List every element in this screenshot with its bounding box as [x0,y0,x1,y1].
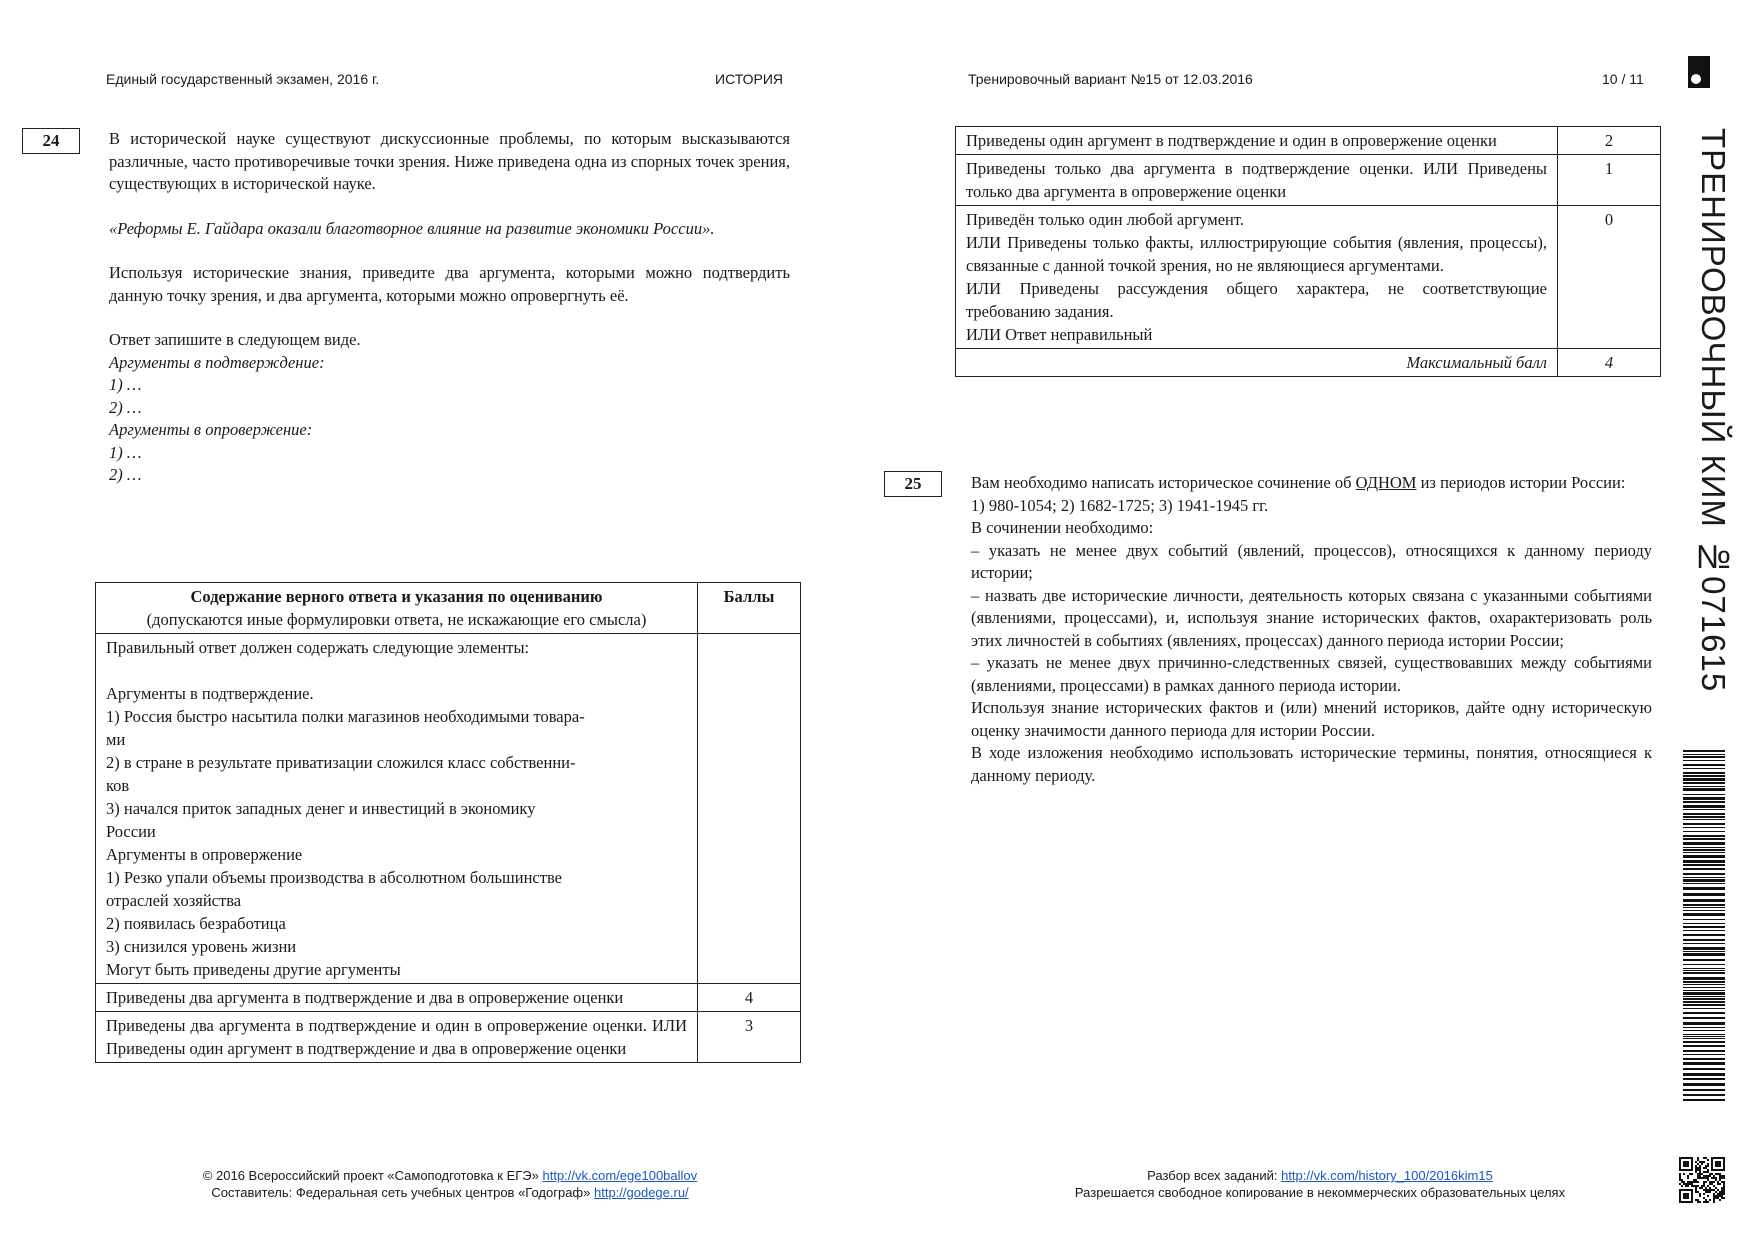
table-row [956,127,1661,155]
content-line: 1) Резко упали объемы производства в абсолютном большинстве [106,868,562,887]
task25-intro-part: Вам необходимо написать историческое сочинение об [971,473,1352,492]
content-line: ми [106,730,126,749]
content-line: Аргументы в подтверждение. [106,684,314,703]
table-row [96,634,801,984]
score-cell: 3 [698,1012,801,1063]
task25-need: В сочинении необходимо: [971,518,1154,537]
criteria-line: ИЛИ Ответ неправильный [966,325,1153,344]
criteria-line: ИЛИ Приведены только факты, иллюстрирующие события (явления, процессы), связанные с данной точкой зрения, но не являющиеся аргументами. [966,233,1547,275]
side-kim-label: ТРЕНИРОВОЧНЫЙ КИМ №071615 [1695,128,1732,693]
max-score-value: 4 [1558,349,1661,377]
content-line: Аргументы в опровержение [106,845,303,864]
task24-answer-form: Ответ запишите в следующем виде. [109,330,361,349]
task25-requirement: – указать не менее двух событий (явлений, процессов), относящихся к данному периоду истории; [971,540,1652,582]
content-line: 3) снизился уровень жизни [106,937,297,956]
table-row [956,206,1661,349]
task24-args-against-label: Аргументы в опровержение: [109,420,313,439]
footer-author-line [140,1184,760,1201]
task25-requirement: Используя знание исторических фактов и (или) мнений историков, дайте одну историческую оценку значимости данного периода для истории России. [971,698,1652,740]
task24-intro: В исторической науке существуют дискуссионные проблемы, по которым высказываются различные, часто противоречивые точки зрения. Ниже приведена одна из спорных точек зрения, существующих в исторической науке. [109,129,790,193]
criteria-line: ИЛИ Приведены рассуждения общего характера, не соответствующие требованию задания. [966,279,1547,321]
content-line: 1) Россия быстро насытила полки магазинов необходимыми товара- [106,707,585,726]
content-line: Правильный ответ должен содержать следующие элементы: [106,638,530,657]
table-header-content [96,583,698,634]
table-row [96,1012,801,1063]
criteria-line: Приведён только один любой аргумент. [966,210,1244,229]
content-line: Могут быть приведены другие аргументы [106,960,401,979]
table-header-row [96,583,801,634]
max-score-label: Максимальный балл [956,349,1558,377]
score-cell: 4 [698,984,801,1012]
barcode-icon [1683,750,1725,1102]
content-line: 3) начался приток западных денег и инвестиций в экономику [106,799,536,818]
task25-requirement: – назвать две исторические личности, деятельность которых связана с указанными событиями (явлениями, процессами), и, используя знание исторических фактов, охарактеризовать роль этих личностей в событиях (явлениях, процессах) данного периода истории России; [971,585,1652,650]
task25-requirement: – указать не менее двух причинно-следственных связей, существовавших между событиями (явлениями, процессами) в рамках данного периода истории. [971,653,1652,695]
footer-license: Разрешается свободное копирование в некоммерческих образовательных целях [1074,1185,1566,1200]
footer-author: Составитель: Федеральная сеть учебных центров «Годограф» [211,1185,591,1200]
score-cell: 2 [1558,127,1661,155]
content-line [106,659,687,682]
task24-args-against-item: 2) … [109,465,142,484]
task24-instruction: Используя исторические знания, приведите два аргумента, которыми можно подтвердить данную точку зрения, и два аргумента, которыми можно опровергнуть её. [109,263,790,305]
content-line: отраслей хозяйства [106,891,242,910]
table-header-title: Содержание верного ответа и указания по оцениванию [190,587,603,606]
table-row [956,349,1661,377]
empty-score-cell [698,634,801,984]
header-exam-title: Единый государственный экзамен, 2016 г. [106,71,380,87]
grading-table-continued [955,126,1661,377]
task-number-24: 24 [22,128,80,154]
qr-code-icon [1679,1157,1725,1203]
grading-table [95,582,801,1063]
criteria-cell [956,206,1558,349]
criteria-cell: Приведены два аргумента в подтверждение и один в опровержение оценки. ИЛИ Приведены один аргумент в подтверждение и два в опровержение оценки [96,1012,698,1063]
task24-args-for-item: 2) … [109,397,142,417]
score-cell: 1 [1558,155,1661,206]
score-cell: 0 [1558,206,1661,349]
footer-review-line [1000,1167,1640,1184]
footer-right [1000,1167,1640,1201]
table-header-note: (допускаются иные формулировки ответа, не искажающие его смысла) [146,610,647,629]
task-number-25: 25 [884,471,942,497]
task24-args-for-label: Аргументы в подтверждение: [109,352,325,372]
footer-author-link[interactable]: http://godege.ru/ [593,1185,689,1200]
corner-marker [1688,56,1710,88]
header-page-number: 10 / 11 [1602,71,1644,87]
content-line: 2) в стране в результате приватизации сложился класс собственни- [106,753,576,772]
footer-left [140,1167,760,1201]
footer-copyright-link[interactable]: http://vk.com/ege100ballov [542,1168,698,1183]
task25-intro-part: из периодов истории России: [1420,473,1626,492]
task24-quote: «Реформы Е. Гайдара оказали благотворное влияние на развитие экономики России». [109,218,715,238]
header-variant: Тренировочный вариант №15 от 12.03.2016 [968,71,1253,87]
task25-intro [971,472,1652,495]
footer-copyright: © 2016 Всероссийский проект «Самоподготовка к ЕГЭ» [202,1168,539,1183]
task25-requirement: В ходе изложения необходимо использовать исторические термины, понятия, относящиеся к данному периоду. [971,743,1652,785]
table-row [956,155,1661,206]
header-subject: ИСТОРИЯ [715,71,784,87]
task25-periods: 1) 980-1054; 2) 1682-1725; 3) 1941-1945 гг. [971,495,1269,515]
task25-intro-emphasis: ОДНОМ [1355,473,1417,492]
content-line: России [106,822,156,841]
task24-args-against-item: 1) … [109,442,142,462]
criteria-cell: Приведены один аргумент в подтверждение и один в опровержение оценки [956,127,1558,155]
criteria-cell: Приведены два аргумента в подтверждение и два в опровержение оценки [96,984,698,1012]
answer-content-cell [96,634,698,984]
footer-copyright-line [140,1167,760,1184]
task24-text [109,128,790,487]
footer-review-link[interactable]: http://vk.com/history_100/2016kim15 [1281,1168,1493,1183]
footer-review: Разбор всех заданий: [1147,1168,1278,1183]
content-line: 2) появилась безработица [106,914,286,933]
table-header-score: Баллы [698,583,801,634]
criteria-cell: Приведены только два аргумента в подтверждение оценки. ИЛИ Приведены только два аргумента в опровержение оценки [956,155,1558,206]
task25-text [971,472,1652,787]
content-line: ков [106,776,130,795]
task24-args-for-item: 1) … [109,375,142,394]
table-row [96,984,801,1012]
